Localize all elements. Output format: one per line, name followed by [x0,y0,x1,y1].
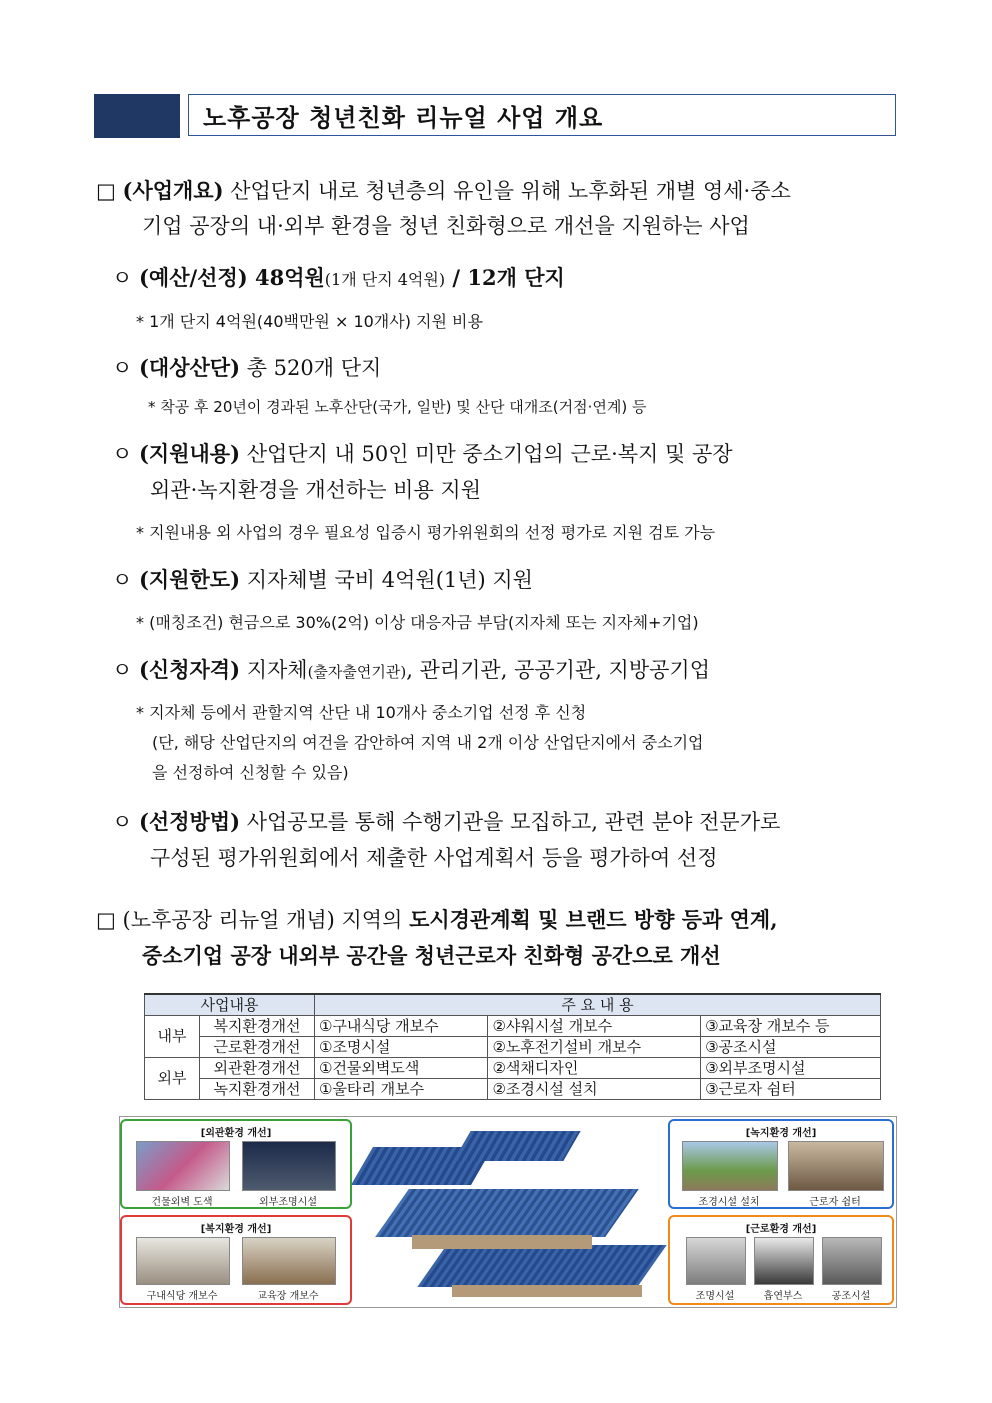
panel-work-title: [근로환경 개선] [745,1224,817,1235]
table-cell-sub: 녹지환경개선 [200,1079,315,1100]
photo-air-conditioning [822,1237,882,1285]
photo-lighting [686,1237,746,1285]
caption: 외부조명시설 [259,1197,317,1208]
table-cell: ①구내식당 개보수 [315,1016,488,1037]
section1-bullet: □ [96,179,116,203]
item-mark: ㅇ [112,568,133,592]
table-cell: ①조명시설 [315,1037,488,1058]
photo-smoking-booth [754,1237,814,1285]
item-target-value: 총 520개 단지 [240,356,382,380]
item-target [112,352,381,382]
photo-building-wall [136,1141,230,1191]
item-eligibility-value3: , 관리기관, 공공기관, 지방공기업 [406,658,710,682]
caption: 공조시설 [831,1291,871,1302]
table-header-content: 주 요 내 용 [315,994,881,1016]
item-support-note: * 지원내용 외 사업의 경우 필요성 입증시 평가위원회의 선정 평가로 지원 검토 가능 [136,523,716,542]
item-method-line2: 구성된 평가위원회에서 제출한 사업계획서 등을 평가하여 선정 [150,846,718,870]
item-target-label: (대상산단) [138,355,241,380]
item-mark: ㅇ [112,356,133,380]
section2-text1b: 도시경관계획 및 브랜드 방향 등과 연계, [409,907,778,932]
panel-exterior [120,1119,352,1209]
item-method [112,806,780,836]
item-mark: ㅇ [112,658,133,682]
section2-line1 [96,904,778,934]
item-budget [112,262,565,292]
caption: 구내식당 개보수 [146,1291,218,1302]
item-budget-value2: (1개 단지 4억원) [324,270,446,289]
section1-label: (사업개요) [122,178,224,203]
item-mark: ㅇ [112,442,133,466]
caption: 건물외벽 도색 [151,1197,213,1208]
item-support [112,438,733,468]
factory-illustration [352,1127,672,1297]
item-budget-label: (예산/선정) [138,265,248,290]
item-budget-value1: 48억원 [247,265,325,290]
table-cell: ③공조시설 [701,1037,881,1058]
page-title: 노후공장 청년친화 리뉴얼 사업 개요 [188,94,896,136]
item-support-label: (지원내용) [138,441,241,466]
panel-exterior-title: [외관환경 개선] [200,1128,272,1139]
section2-bullet: □ [96,908,116,932]
photo-cafeteria [136,1237,230,1285]
item-mark: ㅇ [112,810,133,834]
section2-text2: 중소기업 공장 내외부 공간을 청년근로자 친화형 공간으로 개선 [142,943,721,968]
table-cell-category: 내부 [145,1016,200,1058]
panel-work [668,1215,894,1305]
item-limit-note: * (매칭조건) 현금으로 30%(2억) 이상 대응자금 부담(지자체 또는 지자체+기업) [136,613,699,632]
section2-label: (노후공장 리뉴얼 개념) [122,908,335,932]
table-cell: ③교육장 개보수 등 [701,1016,881,1037]
item-eligibility-note2: (단, 해당 산업단지의 여건을 감안하여 지역 내 2개 이상 산업단지에서 중소기업 [152,733,704,752]
table-cell: ②샤워시설 개보수 [488,1016,701,1037]
item-eligibility-note1: * 지자체 등에서 관할지역 산단 내 10개사 중소기업 선정 후 신청 [136,703,587,722]
renewal-concept-figure [119,1116,897,1308]
table-cell: ①건물외벽도색 [315,1058,488,1079]
item-mark: ㅇ [112,266,133,290]
item-target-note: * 착공 후 20년이 경과된 노후산단(국가, 일반) 및 산단 대개조(거점·연계) 등 [148,398,647,416]
item-support-line2: 외관·녹지환경을 개선하는 비용 지원 [150,478,481,502]
item-method-line1: 사업공모를 통해 수행기관을 모집하고, 관련 분야 전문가로 [240,810,781,834]
table-cell: ①울타리 개보수 [315,1079,488,1100]
section1-text1: 산업단지 내로 청년층의 유인을 위해 노후화된 개별 영세·중소 [223,179,791,203]
table-row [145,1037,881,1058]
item-method-label: (선정방법) [138,809,241,834]
title-accent-block [94,94,180,138]
table-cell-category: 외부 [145,1058,200,1100]
section2-text1a: 지역의 [334,908,410,932]
content-table [144,993,881,1100]
table-header-type: 사업내용 [145,994,315,1016]
table-cell: ③근로자 쉼터 [701,1079,881,1100]
caption: 흡연부스 [763,1291,803,1302]
table-cell: ②조경시설 설치 [488,1079,701,1100]
table-cell: ③외부조명시설 [701,1058,881,1079]
table-cell-sub: 근로환경개선 [200,1037,315,1058]
table-row [145,1016,881,1037]
item-eligibility-label: (신청자격) [138,657,241,682]
item-budget-note: * 1개 단지 4억원(40백만원 × 10개사) 지원 비용 [136,312,483,331]
item-support-line1: 산업단지 내 50인 미만 중소기업의 근로·복지 및 공장 [240,442,733,466]
caption: 조명시설 [695,1291,735,1302]
table-row [145,1079,881,1100]
table-cell-sub: 외관환경개선 [200,1058,315,1079]
photo-rest-area [788,1141,884,1191]
item-eligibility [112,654,710,684]
caption: 조경시설 설치 [698,1197,760,1208]
section1-text2: 기업 공장의 내·외부 환경을 청년 친화형으로 개선을 지원하는 사업 [142,214,750,238]
item-eligibility-note3: 을 선정하여 신청할 수 있음) [152,763,349,782]
item-limit-label: (지원한도) [138,567,241,592]
panel-welfare [120,1215,352,1305]
item-limit [112,564,533,594]
item-eligibility-value1: 지자체 [240,658,308,682]
section1-line1 [96,175,791,205]
item-limit-value: 지자체별 국비 4억원(1년) 지원 [240,568,533,592]
table-row [145,1058,881,1079]
item-budget-value3: / 12개 단지 [445,265,565,290]
caption: 교육장 개보수 [257,1291,319,1302]
caption: 근로자 쉼터 [809,1197,861,1208]
photo-outdoor-lighting [242,1141,336,1191]
table-cell: ②색채디자인 [488,1058,701,1079]
table-cell-sub: 복지환경개선 [200,1016,315,1037]
photo-landscaping [682,1141,778,1191]
panel-green-title: [녹지환경 개선] [745,1128,817,1139]
item-eligibility-value2: (출자출연기관) [307,663,407,681]
panel-welfare-title: [복지환경 개선] [200,1224,272,1235]
panel-green [668,1119,894,1209]
table-cell: ②노후전기설비 개보수 [488,1037,701,1058]
photo-training-room [242,1237,336,1285]
